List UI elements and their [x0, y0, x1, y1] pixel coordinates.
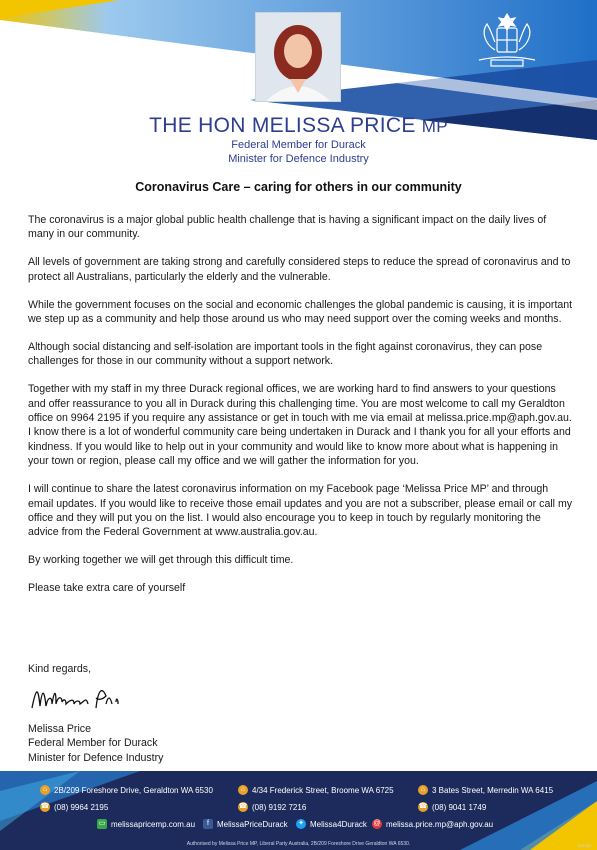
handwritten-signature: [30, 682, 130, 714]
paragraph: The coronavirus is a major global public health challenge that is having a significant impact on the daily lives of many in our community.: [28, 214, 547, 241]
home-icon: ⌂: [40, 785, 50, 795]
website-text: melissapricemp.com.au: [111, 819, 196, 829]
twitter-text: Melissa4Durack: [310, 819, 367, 829]
signature-block: [28, 722, 163, 765]
office-phone-merredin: [418, 802, 486, 812]
paragraph: I will continue to share the latest coronavirus information on my Facebook page ‘Melissa Price MP’ and through email updates. If you would like to receive those email updates and you are not a subscriber, please email or call my office and they will put you on the list. I would also encourage you to keep in touch by regularly monitoring the advice from the Federal Government at www.australia.gov.au.: [28, 483, 573, 539]
signatory-role-1: Federal Member for Durack: [28, 737, 158, 750]
paragraph: Please take extra care of yourself: [28, 582, 186, 595]
authorisation-statement: Authorised by Melissa Price MP, Liberal Party Australia, 2B/209 Foreshore Drive Geraldton WA 6530.: [186, 841, 411, 847]
email-text: melissa.price.mp@aph.gov.au: [386, 819, 494, 829]
office-phone-text: (08) 9964 2195: [54, 802, 109, 812]
office-phone-text: (08) 9192 7216: [252, 802, 307, 812]
home-icon: ⌂: [418, 785, 428, 795]
paragraph: Although social distancing and self-isolation are important tools in the fight against coronavirus, they can pose challenges for those in our community without a support network.: [28, 340, 543, 368]
website-link[interactable]: [97, 819, 195, 829]
coat-of-arms-icon: [465, 10, 549, 72]
website-icon: ▭: [98, 820, 106, 827]
office-address-text: 4/34 Frederick Street, Broome WA 6725: [252, 785, 394, 795]
office-phone-text: (08) 9041 1749: [432, 802, 487, 812]
facebook-text: MelissaPriceDurack: [217, 819, 288, 829]
email-link[interactable]: [372, 819, 493, 829]
member-name-text: THE HON MELISSA PRICE: [149, 114, 416, 137]
member-name: [0, 114, 597, 138]
office-phone-broome: [238, 802, 306, 812]
portrait-photo: [255, 12, 341, 102]
letter-body: [28, 213, 573, 609]
phone-icon: ☎: [40, 803, 50, 810]
facebook-icon: f: [203, 819, 213, 829]
office-address-text: 3 Bates Street, Merredin WA 6415: [432, 785, 554, 795]
member-name-suffix: MP: [421, 117, 448, 136]
closing: Kind regards,: [28, 663, 92, 675]
office-address-broome: [238, 785, 394, 795]
paragraph: Together with my staff in my three Durack regional offices, we are working hard to find answers to your questions and offer reassurance to you all in Durack during this challenging time. You are most welcome to call my Geraldton office on 9964 2195 if you require any assistance or get in touch with me via email at melissa.price.mp@aph.gov.au. I know there is a lot of wonderful community care being undertaken in Durack and I thank you for all your efforts and kindness. If you would like to help out in your community and would like to know more about what is happening in your town or region, please call my office and we will gather the information for you.: [28, 383, 572, 468]
signatory-name: Melissa Price: [28, 723, 91, 735]
letter-title: Coronavirus Care – caring for others in our community: [135, 180, 462, 194]
facebook-link[interactable]: [203, 819, 288, 829]
paragraph: By working together we will get through this difficult time.: [28, 554, 294, 567]
office-address-merredin: [418, 785, 553, 795]
document-code: 424330: [577, 843, 591, 848]
paragraph: All levels of government are taking strong and carefully considered steps to reduce the spread of coronavirus and to protect all Australians, particularly the elderly and the vulnerable.: [28, 256, 571, 283]
phone-icon: ☎: [238, 803, 248, 810]
phone-icon: ☎: [418, 803, 428, 810]
twitter-icon: ✦: [296, 819, 306, 829]
paragraph: While the government focuses on the social and economic challenges the global pandemic is causing, it is important we step up as a community and help those around us who may need support over the coming weeks and months.: [28, 298, 573, 326]
member-role-2: Minister for Defence Industry: [228, 153, 369, 165]
office-address-geraldton: [40, 785, 213, 795]
office-phone-geraldton: [40, 802, 108, 812]
member-role-1: Federal Member for Durack: [231, 139, 366, 151]
email-icon: @: [373, 820, 381, 827]
signatory-role-2: Minister for Defence Industry: [28, 751, 164, 764]
office-address-text: 2B/209 Foreshore Drive, Geraldton WA 6530: [54, 785, 213, 795]
home-icon: ⌂: [238, 785, 248, 795]
twitter-link[interactable]: [296, 819, 367, 829]
footer: [0, 771, 597, 850]
